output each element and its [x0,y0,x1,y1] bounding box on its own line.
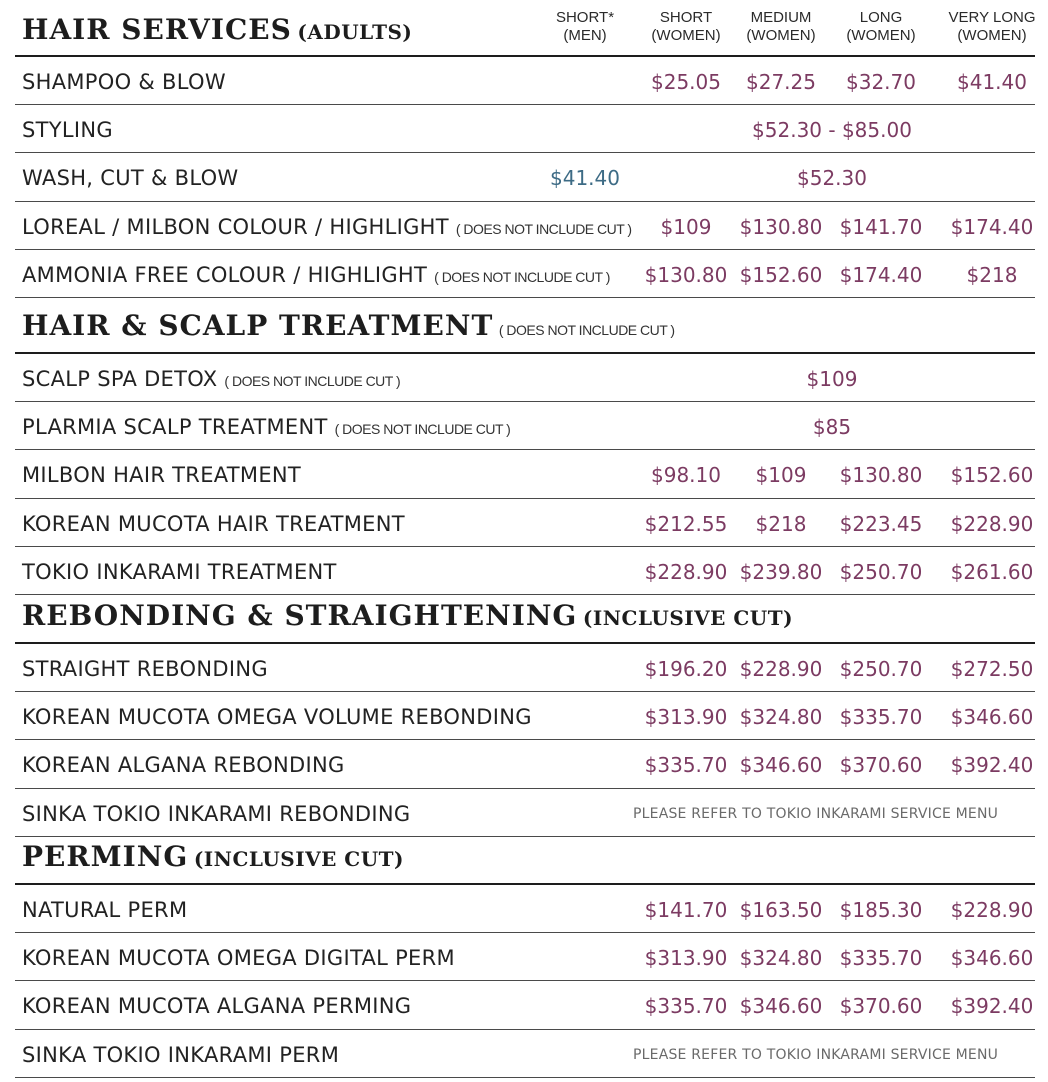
service-name-text: KOREAN MUCOTA OMEGA DIGITAL PERM [22,946,455,971]
section-title-main: HAIR SERVICES [22,13,292,46]
service-name [22,800,410,828]
section-title-main: PERMING [22,840,189,873]
service-name [22,558,337,586]
service-name [22,365,400,395]
price-cell: $130.80 [644,262,728,287]
price-cell: $109 [755,463,807,488]
price-cell: $346.60 [950,705,1034,730]
price-cell: $41.40 [957,70,1027,94]
service-name [22,116,113,144]
service-row [15,153,1035,201]
service-name [22,992,411,1020]
column-header-bottom: (WOMEN) [746,27,816,44]
service-name-text: KOREAN ALGANA REBONDING [22,753,345,778]
price-cell: $27.25 [746,70,816,94]
service-name-text: LOREAL / MILBON COLOUR / HIGHLIGHT [22,214,449,239]
service-name-text: KOREAN MUCOTA OMEGA VOLUME REBONDING [22,705,532,730]
service-row [15,740,1035,788]
column-header [949,9,1036,45]
service-name [22,896,187,924]
service-name [22,510,405,538]
price-cell: $335.70 [839,705,923,730]
service-name-text: SINKA TOKIO INKARAMI REBONDING [22,801,411,826]
service-row [15,105,1035,153]
column-header-bottom: (MEN) [563,27,607,44]
price-cell: $335.70 [839,946,923,971]
service-name [22,703,532,731]
service-row [15,250,1035,298]
section-header [15,828,1035,885]
service-row [15,202,1035,250]
service-name [22,1041,339,1069]
service-name-text: SCALP SPA DETOX [22,367,218,391]
price-cell: $324.80 [739,946,823,971]
price-cell: $141.70 [644,898,728,922]
column-header-bottom: (WOMEN) [957,27,1027,44]
section-title-suffix: (ADULTS) [297,20,413,44]
service-row [15,57,1035,105]
section-title [22,13,412,46]
column-header-top: SHORT* [555,9,615,26]
service-name [22,261,610,291]
service-name-text: NATURAL PERM [22,898,188,922]
service-row [15,450,1035,498]
service-name-text: SINKA TOKIO INKARAMI PERM [22,1042,340,1067]
price-cell: $346.60 [739,994,823,1019]
section-title-suffix: (INCLUSIVE CUT) [582,606,794,630]
column-header-bottom: (WOMEN) [651,27,721,44]
price-cell: $163.50 [739,898,823,922]
price-range: $109 [806,367,858,391]
price-cell: $141.70 [839,214,923,239]
price-range: $52.30 - $85.00 [752,118,912,143]
column-header-bottom: (WOMEN) [846,27,916,44]
price-cell: $212.55 [644,511,728,536]
price-cell: $346.60 [739,753,823,778]
service-note: ( DOES NOT INCLUDE CUT ) [455,220,632,237]
price-range: $52.30 [797,166,867,191]
service-name [22,413,510,443]
price-cell: $152.60 [950,463,1034,488]
price-cell: $392.40 [950,994,1034,1019]
service-row [15,402,1035,450]
service-name-text: WASH, CUT & BLOW [22,166,239,191]
price-cell: $250.70 [839,559,923,584]
price-cell: $25.05 [651,70,721,94]
section-title-note: ( DOES NOT INCLUDE CUT ) [498,322,675,338]
service-note: ( DOES NOT INCLUDE CUT ) [224,373,401,389]
service-name [22,461,301,489]
refer-note: PLEASE REFER TO TOKIO INKARAMI SERVICE MENU [633,805,999,822]
price-cell: $324.80 [739,705,823,730]
service-row [15,644,1035,692]
price-cell: $228.90 [644,559,728,584]
price-cell: $109 [660,214,712,239]
price-cell: $32.70 [846,70,916,94]
column-header-top: VERY LONG [948,9,1036,26]
refer-note: PLEASE REFER TO TOKIO INKARAMI SERVICE MENU [633,1046,999,1063]
service-name [22,751,345,779]
service-row [15,354,1035,402]
price-cell: $130.80 [839,463,923,488]
price-cell: $392.40 [950,753,1034,778]
service-name [22,655,268,683]
price-cell: $272.50 [950,657,1034,681]
section-header [15,0,1035,57]
service-name-text: SHAMPOO & BLOW [22,70,226,94]
price-cell: $261.60 [950,559,1034,584]
service-note: ( DOES NOT INCLUDE CUT ) [334,421,511,438]
price-cell: $346.60 [950,946,1034,971]
service-name [22,164,239,192]
section-header [15,587,1035,644]
service-name-text: KOREAN MUCOTA HAIR TREATMENT [22,511,405,536]
price-cell: $196.20 [644,657,728,681]
service-row [15,692,1035,740]
service-name-text: STYLING [22,118,113,143]
price-men: $41.40 [550,166,620,191]
column-header [651,9,720,45]
service-name-text: STRAIGHT REBONDING [22,657,268,681]
price-cell: $174.40 [950,214,1034,239]
service-name-text: TOKIO INKARAMI TREATMENT [22,559,337,584]
column-header [846,9,915,45]
price-cell: $98.10 [651,463,721,488]
service-name-text: MILBON HAIR TREATMENT [22,463,302,488]
price-cell: $152.60 [739,262,823,287]
service-name-text: AMMONIA FREE COLOUR / HIGHLIGHT [22,262,428,287]
price-cell: $335.70 [644,994,728,1019]
price-cell: $218 [755,511,807,536]
price-cell: $130.80 [739,214,823,239]
column-header [556,9,614,45]
column-header-top: LONG [859,9,903,26]
service-note: ( DOES NOT INCLUDE CUT ) [434,268,610,285]
service-name [22,68,226,96]
service-row [15,933,1035,981]
price-cell: $218 [966,262,1018,287]
price-cell: $228.90 [950,511,1034,536]
section-title [22,840,404,873]
price-cell: $228.90 [950,898,1034,922]
section-title-main: HAIR & SCALP TREATMENT [22,309,494,342]
section-title [22,309,675,342]
price-cell: $335.70 [644,753,728,778]
price-cell: $228.90 [739,657,823,681]
service-name [22,213,632,243]
section-title-suffix: (INCLUSIVE CUT) [193,847,404,871]
service-row [15,981,1035,1029]
price-cell: $313.90 [644,946,728,971]
price-cell: $250.70 [839,657,923,681]
section-header [15,297,1035,354]
section-title [22,599,793,632]
price-cell: $223.45 [839,511,923,536]
column-header [746,9,815,45]
column-header-top: MEDIUM [750,9,812,26]
service-name-text: PLARMIA SCALP TREATMENT [22,415,328,440]
service-name-text: KOREAN MUCOTA ALGANA PERMING [22,994,412,1019]
price-cell: $174.40 [839,262,923,287]
price-cell: $185.30 [839,898,923,922]
section-title-main: REBONDING & STRAIGHTENING [22,599,578,632]
price-cell: $370.60 [839,753,923,778]
price-cell: $239.80 [739,559,823,584]
service-row [15,885,1035,933]
column-header-top: SHORT [659,9,713,26]
price-cell: $313.90 [644,705,728,730]
service-name [22,944,455,972]
service-row [15,499,1035,547]
price-cell: $370.60 [839,994,923,1019]
price-range: $85 [812,415,852,440]
service-row [15,1030,1035,1078]
